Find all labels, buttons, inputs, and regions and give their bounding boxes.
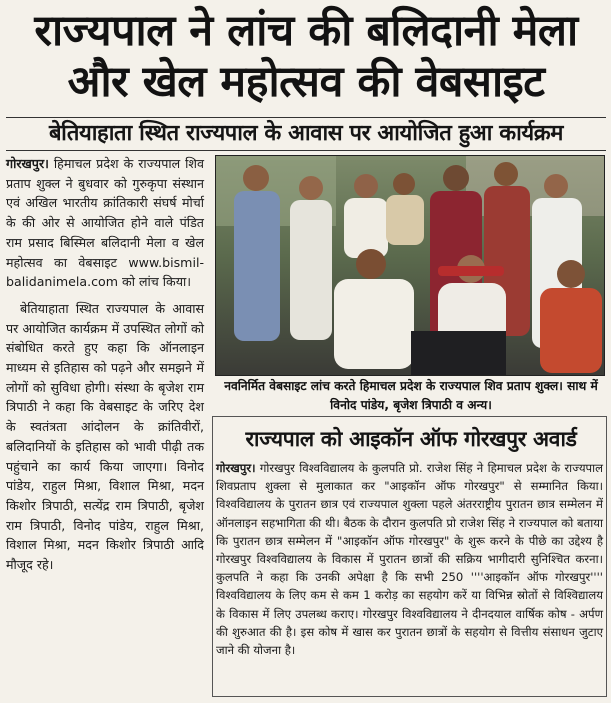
main-article-body (6, 154, 204, 575)
side-dateline: गोरखपुर। (216, 461, 256, 475)
side-article-headline: राज्यपाल को आइकॉन ऑफ गोरखपुर अवार्ड (245, 427, 577, 451)
group-photo-illustration (216, 156, 605, 376)
subheadline: बेतियाहाता स्थित राज्यपाल के आवास पर आयोजित हुआ कार्यक्रम (48, 121, 564, 146)
divider-top (6, 117, 606, 118)
dateline: गोरखपुर। (6, 156, 49, 171)
paragraph-1 (6, 154, 204, 292)
photo-caption: नवनिर्मित वेबसाइट लांच करते हिमाचल प्रदेश के राज्यपाल शिव प्रताप शुक्ल। साथ में विनोद पांडेय, बृजेश त्रिपाठी व अन्य। (224, 379, 598, 412)
news-photo (215, 155, 605, 376)
headline-line-1: राज्यपाल ने लांच की बलिदानी मेला (34, 6, 578, 56)
main-headline (6, 6, 606, 108)
side-article-body (216, 459, 603, 659)
side-article-text: गोरखपुर विश्वविद्यालय के कुलपति प्रो. राजेश सिंह ने हिमाचल प्रदेश के राज्यपाल शिवप्रताप शुक्ला से मुलाकात कर "आइकॉन ऑफ गोरखपुर" से सम्मानित किया। विश्वविद्यालय के पुरातन छात्र एवं राज्यपाल शुक्ला पहले अंतरराष्ट्रीय पुरातन छात्र सम्मेलन में ऑनलाइन सहभागिता की थी। बैठक के दौरान कुलपति प्रो राजेश सिंह ने राज्यपाल को बताया कि पुरातन छात्र सम्मेलन में "आइकॉन ऑफ गोरखपुर" के शुरू करने के पीछे का उद्देश्य है गोरखपुर विश्वविद्यालय के विकास में पुरातन छात्रों की सक्रिय भागीदारी सुनिश्चित करना। कुलपति ने कहा कि उनकी अपेक्षा है कि सभी 250 ''''आइकॉन ऑफ गोरखपुर'''' विश्वविद्यालय के लिए कम से कम 1 करोड़ का सहयोग करें या विभिन्न स्रोतों से विश्विद्यालय के विकास में लिए उपलब्ध कराए। गोरखपुर विश्वविद्यालय ने दीनदयाल वार्षिक कोष - अर्पण की शुरुआत की है। इस कोष में खास कर पुरातन छात्रों के सहयोग से वित्तीय संसाधन जुटाए जाने की योजना है। (216, 461, 603, 658)
headline-line-2: और खेल महोत्सव की वेबसाइट (67, 57, 545, 107)
divider-bottom (6, 150, 606, 151)
paragraph-2: बेतियाहाता स्थित राज्यपाल के आवास पर आयोजित कार्यक्रम में उपस्थित लोगों को संबोधित करते हुए कहा कि ऑनलाइन माध्यम से इतिहास को पढ़ने और समझने में लोगों को सुविधा होगी। संस्था के बृजेश राम त्रिपाठी ने कहा कि वेबसाइट के जरिए देश के स्वतंत्रता आंदोलन के क्रांतिवीरों, बलिदानियों के इतिहास को भावी पीढ़ी तक पहुंचाने का कार्य किया जाएगा। विनोद पांडेय, राहुल मिश्रा, विशाल मिश्रा, मदन किशोर त्रिपाठी, सत्येंद्र राम त्रिपाठी, बृजेश राम त्रिपाठी, विनोद पांडेय, राहुल मिश्रा, विशाल मिश्रा, मदन किशोर त्रिपाठी आदि मौजूद रहे। (6, 300, 204, 573)
paragraph-1-text: हिमाचल प्रदेश के राज्यपाल शिव प्रताप शुक्ल ने बुधवार को गुरुकृपा संस्थान एवं अखिल भारतीय क्रांतिकारी संघर्ष मोर्चा के की ओर से आयोजित होने वाले पंडित राम प्रसाद बिस्मिल बलिदानी मेला व खेल महोत्सव का वेबसाइट www.bismil-balidanimela.com को लांच किया। (6, 156, 204, 290)
laptop-shape (411, 331, 506, 376)
